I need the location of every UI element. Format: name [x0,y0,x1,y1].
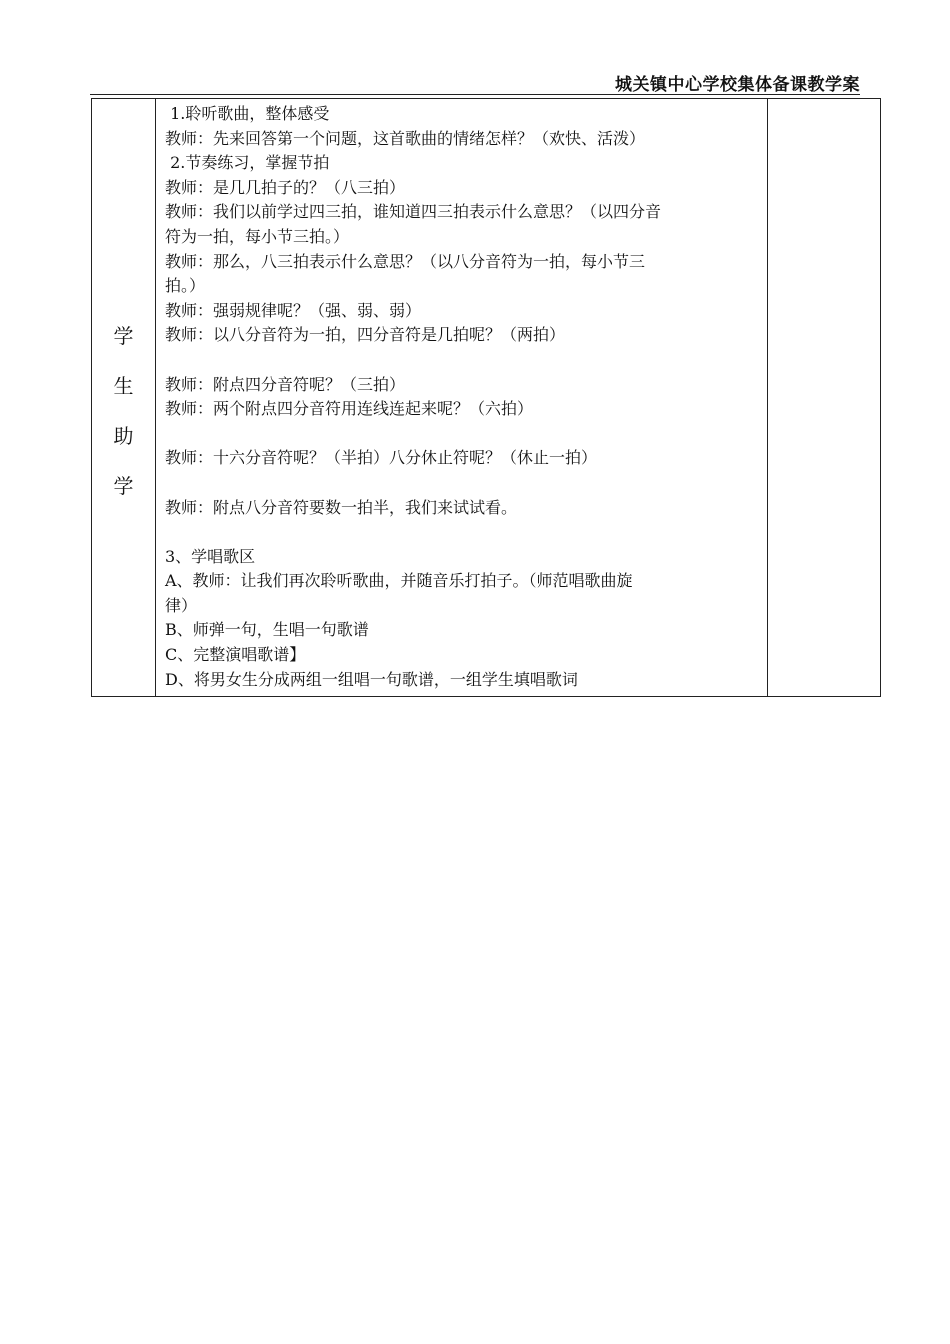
content-line: 教师：是几几拍子的？（八三拍） [165,177,406,197]
content-line [165,520,761,545]
content-line [165,471,761,496]
content-line [165,348,761,373]
content-line: 教师：强弱规律呢？（强、弱、弱） [165,300,422,320]
content-line: 教师：附点八分音符要数一拍半，我们来试试看。 [165,497,518,517]
content-line: C、完整演唱歌谱】 [165,645,306,665]
content-line: A、教师：让我们再次聆听歌曲，并随音乐打拍子。（师范唱歌曲旋 [165,571,633,591]
content-line: 教师：两个附点四分音符用连线连起来呢？（六拍） [165,399,534,419]
section-label-char: 学 [113,324,134,348]
section-label-char: 学 [113,474,134,498]
content-line: 符为一拍，每小节三拍。） [165,226,350,246]
content-line: D、将男女生分成两组一组唱一句歌谱，一组学生填唱歌词 [165,669,578,689]
page-header [90,68,860,95]
content-line: B、师弹一句，生唱一句歌谱 [165,620,369,640]
notes-cell [768,99,880,696]
section-label-char: 助 [113,424,134,448]
section-label-char: 生 [113,374,134,398]
content-line: 律） [165,595,198,615]
header-title: 城关镇中心学校集体备课教学案 [615,75,860,95]
content-line: 3、学唱歌区 [165,546,256,566]
content-line: 教师：十六分音符呢？（半拍）八分休止符呢？（休止一拍） [165,448,598,468]
content-line [165,422,761,447]
content-cell [156,99,768,696]
content-line: 教师：那么，八三拍表示什么意思？（以八分音符为一拍，每小节三 [165,251,646,271]
content-line: 教师：以八分音符为一拍，四分音符是几拍呢？（两拍） [165,325,566,345]
content-line: 1.聆听歌曲，整体感受 [165,104,330,123]
section-label-cell [92,99,156,696]
lesson-plan-table [91,98,881,697]
content-line: 拍。） [165,276,206,296]
content-line: 2.节奏练习，掌握节拍 [165,153,330,173]
content-line: 教师：附点四分音符呢？（三拍） [165,374,406,394]
content-line: 教师：先来回答第一个问题，这首歌曲的情绪怎样？（欢快、活泼） [165,128,646,148]
content-line: 教师：我们以前学过四三拍，谁知道四三拍表示什么意思？（以四分音 [165,202,662,222]
